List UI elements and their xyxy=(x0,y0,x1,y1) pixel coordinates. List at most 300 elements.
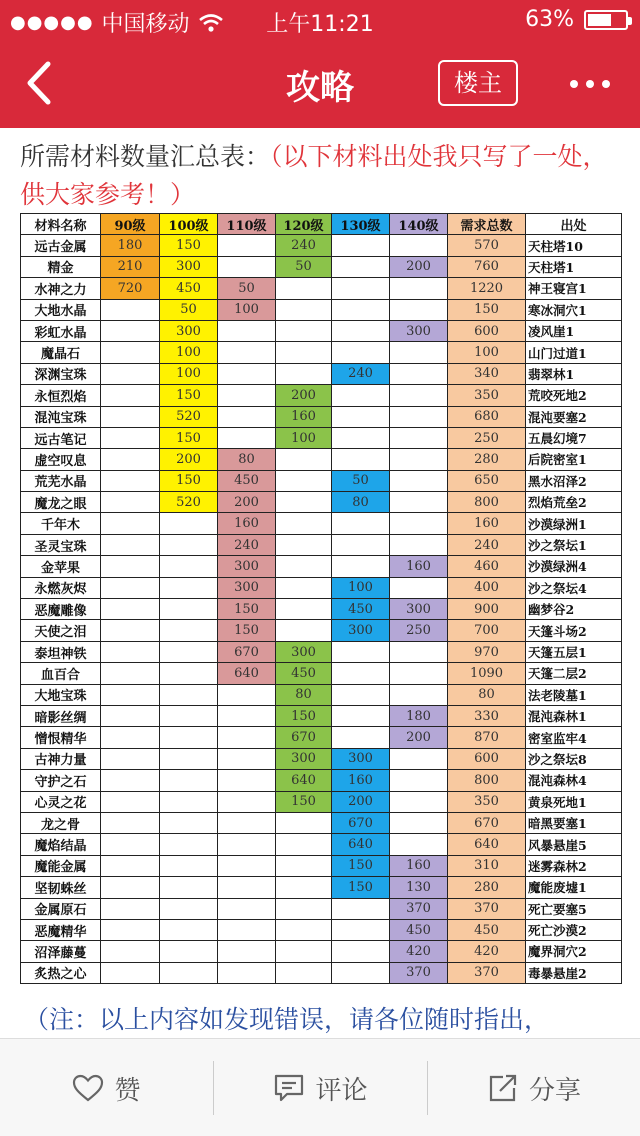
quantity-cell: 150 xyxy=(160,385,218,406)
quantity-cell: 420 xyxy=(390,941,448,962)
quantity-cell xyxy=(276,599,332,620)
quantity-cell xyxy=(101,770,160,791)
total-cell: 650 xyxy=(448,470,526,491)
quantity-cell xyxy=(390,406,448,427)
quantity-cell xyxy=(332,299,390,320)
quantity-cell xyxy=(332,278,390,299)
material-name-cell: 炙热之心 xyxy=(21,962,101,983)
quantity-cell: 150 xyxy=(218,599,276,620)
total-cell: 1220 xyxy=(448,278,526,299)
quantity-cell xyxy=(390,812,448,833)
quantity-cell: 640 xyxy=(218,663,276,684)
material-name-cell: 远古金属 xyxy=(21,235,101,256)
quantity-cell xyxy=(160,663,218,684)
quantity-cell xyxy=(276,492,332,513)
quantity-cell xyxy=(390,791,448,812)
share-label: 分享 xyxy=(528,1075,581,1106)
material-name-cell: 魔晶石 xyxy=(21,342,101,363)
intro-text xyxy=(20,138,620,214)
total-cell: 400 xyxy=(448,577,526,598)
quantity-cell: 50 xyxy=(332,470,390,491)
material-name-cell: 虚空叹息 xyxy=(21,449,101,470)
quantity-cell: 80 xyxy=(276,684,332,705)
quantity-cell xyxy=(276,620,332,641)
comment-button[interactable] xyxy=(214,1039,427,1136)
table-row xyxy=(21,534,622,555)
table-row xyxy=(21,599,622,620)
quantity-cell xyxy=(160,577,218,598)
quantity-cell xyxy=(218,770,276,791)
table-header-cell: 140级 xyxy=(390,214,448,235)
quantity-cell xyxy=(101,470,160,491)
source-cell: 天篷斗场2 xyxy=(526,620,622,641)
table-row xyxy=(21,684,622,705)
total-cell: 350 xyxy=(448,791,526,812)
table-row xyxy=(21,663,622,684)
quantity-cell xyxy=(390,513,448,534)
material-name-cell: 天使之泪 xyxy=(21,620,101,641)
source-cell: 沙漠绿洲4 xyxy=(526,556,622,577)
quantity-cell: 200 xyxy=(390,727,448,748)
quantity-cell xyxy=(101,962,160,983)
total-cell: 80 xyxy=(448,684,526,705)
total-cell: 700 xyxy=(448,620,526,641)
total-cell: 640 xyxy=(448,834,526,855)
total-cell: 970 xyxy=(448,641,526,662)
total-cell: 670 xyxy=(448,812,526,833)
quantity-cell xyxy=(276,577,332,598)
material-name-cell: 魔龙之眼 xyxy=(21,492,101,513)
quantity-cell xyxy=(101,834,160,855)
table-row xyxy=(21,256,622,277)
quantity-cell: 640 xyxy=(332,834,390,855)
material-name-cell: 龙之骨 xyxy=(21,812,101,833)
quantity-cell xyxy=(160,556,218,577)
quantity-cell xyxy=(218,748,276,769)
source-cell: 神王寝宫1 xyxy=(526,278,622,299)
quantity-cell xyxy=(276,342,332,363)
quantity-cell xyxy=(218,791,276,812)
quantity-cell xyxy=(160,855,218,876)
quantity-cell: 240 xyxy=(218,534,276,555)
total-cell: 280 xyxy=(448,449,526,470)
quantity-cell: 50 xyxy=(160,299,218,320)
table-row xyxy=(21,877,622,898)
status-time: 上午11:21 xyxy=(266,12,374,37)
quantity-cell xyxy=(332,727,390,748)
quantity-cell xyxy=(276,898,332,919)
quantity-cell xyxy=(218,427,276,448)
quantity-cell xyxy=(390,385,448,406)
quantity-cell xyxy=(276,299,332,320)
quantity-cell xyxy=(101,791,160,812)
quantity-cell xyxy=(160,962,218,983)
material-name-cell: 魔能金属 xyxy=(21,855,101,876)
quantity-cell xyxy=(390,449,448,470)
source-cell: 寒冰洞穴1 xyxy=(526,299,622,320)
total-cell: 800 xyxy=(448,492,526,513)
quantity-cell xyxy=(218,855,276,876)
table-row xyxy=(21,898,622,919)
quantity-cell: 520 xyxy=(160,406,218,427)
battery-fill xyxy=(588,14,611,26)
table-row xyxy=(21,620,622,641)
quantity-cell xyxy=(276,812,332,833)
quantity-cell xyxy=(218,385,276,406)
quantity-cell xyxy=(276,877,332,898)
total-cell: 460 xyxy=(448,556,526,577)
quantity-cell: 160 xyxy=(332,770,390,791)
quantity-cell xyxy=(276,320,332,341)
table-row xyxy=(21,470,622,491)
source-cell: 沙之祭坛4 xyxy=(526,577,622,598)
quantity-cell xyxy=(101,385,160,406)
quantity-cell: 370 xyxy=(390,962,448,983)
quantity-cell: 150 xyxy=(276,705,332,726)
total-cell: 240 xyxy=(448,534,526,555)
quantity-cell xyxy=(101,556,160,577)
quantity-cell xyxy=(390,684,448,705)
quantity-cell xyxy=(390,363,448,384)
quantity-cell xyxy=(276,556,332,577)
total-cell: 760 xyxy=(448,256,526,277)
table-row xyxy=(21,791,622,812)
quantity-cell xyxy=(276,449,332,470)
quantity-cell: 670 xyxy=(276,727,332,748)
carrier-label: 中国移动 xyxy=(101,12,190,37)
quantity-cell xyxy=(390,770,448,791)
total-cell: 100 xyxy=(448,342,526,363)
quantity-cell xyxy=(332,427,390,448)
quantity-cell xyxy=(160,919,218,940)
app-header xyxy=(0,0,640,128)
quantity-cell xyxy=(332,641,390,662)
table-row xyxy=(21,962,622,983)
quantity-cell xyxy=(218,342,276,363)
quantity-cell xyxy=(218,727,276,748)
quantity-cell xyxy=(101,620,160,641)
table-header-cell: 110级 xyxy=(218,214,276,235)
material-name-cell: 永燃灰烬 xyxy=(21,577,101,598)
quantity-cell: 300 xyxy=(160,320,218,341)
quantity-cell: 300 xyxy=(332,748,390,769)
quantity-cell xyxy=(276,855,332,876)
quantity-cell: 300 xyxy=(160,256,218,277)
table-row xyxy=(21,577,622,598)
quantity-cell: 450 xyxy=(276,663,332,684)
source-cell: 凌风崖1 xyxy=(526,320,622,341)
quantity-cell: 50 xyxy=(276,256,332,277)
table-header-row xyxy=(21,214,622,235)
quantity-cell xyxy=(218,962,276,983)
quantity-cell xyxy=(218,684,276,705)
quantity-cell xyxy=(332,513,390,534)
quantity-cell: 150 xyxy=(332,855,390,876)
table-header-cell: 材料名称 xyxy=(21,214,101,235)
quantity-cell xyxy=(332,342,390,363)
quantity-cell xyxy=(276,941,332,962)
quantity-cell: 670 xyxy=(332,812,390,833)
source-cell: 幽梦谷2 xyxy=(526,599,622,620)
material-name-cell: 古神力量 xyxy=(21,748,101,769)
table-row xyxy=(21,320,622,341)
total-cell: 280 xyxy=(448,877,526,898)
more-icon[interactable] xyxy=(570,80,610,88)
quantity-cell: 450 xyxy=(390,919,448,940)
total-cell: 1090 xyxy=(448,663,526,684)
quantity-cell xyxy=(218,256,276,277)
quantity-cell xyxy=(160,941,218,962)
source-cell: 天篷二层2 xyxy=(526,663,622,684)
quantity-cell xyxy=(390,663,448,684)
quantity-cell xyxy=(276,513,332,534)
quantity-cell xyxy=(390,342,448,363)
source-cell: 风暴悬崖5 xyxy=(526,834,622,855)
total-cell: 800 xyxy=(448,770,526,791)
quantity-cell xyxy=(332,256,390,277)
quantity-cell: 150 xyxy=(332,877,390,898)
total-cell: 420 xyxy=(448,941,526,962)
intro-note: （以下材料出处我只写了一处，供大家参考！） xyxy=(20,142,608,209)
table-row xyxy=(21,812,622,833)
total-cell: 450 xyxy=(448,919,526,940)
table-row xyxy=(21,641,622,662)
source-cell: 山门过道1 xyxy=(526,342,622,363)
quantity-cell xyxy=(101,534,160,555)
quantity-cell: 210 xyxy=(101,256,160,277)
table-header-cell: 120级 xyxy=(276,214,332,235)
quantity-cell xyxy=(218,898,276,919)
table-row xyxy=(21,834,622,855)
quantity-cell xyxy=(160,791,218,812)
quantity-cell xyxy=(332,919,390,940)
source-cell: 混沌森林1 xyxy=(526,705,622,726)
material-name-cell: 沼泽藤蔓 xyxy=(21,941,101,962)
source-cell: 黄泉死地1 xyxy=(526,791,622,812)
signal-icon: ●●●●● xyxy=(10,12,94,33)
table-row xyxy=(21,919,622,940)
quantity-cell: 100 xyxy=(332,577,390,598)
quantity-cell xyxy=(101,449,160,470)
source-cell: 荒咬死地2 xyxy=(526,385,622,406)
total-cell: 600 xyxy=(448,748,526,769)
quantity-cell: 450 xyxy=(160,278,218,299)
quantity-cell xyxy=(276,534,332,555)
quantity-cell: 300 xyxy=(276,748,332,769)
quantity-cell: 80 xyxy=(218,449,276,470)
quantity-cell: 450 xyxy=(218,470,276,491)
quantity-cell xyxy=(101,663,160,684)
quantity-cell xyxy=(390,278,448,299)
quantity-cell: 240 xyxy=(332,363,390,384)
note-text: （注：以上内容如发现错误，请各位随时指出， xyxy=(24,1005,550,1034)
footer-bar xyxy=(0,1038,640,1136)
source-cell: 死亡沙漠2 xyxy=(526,919,622,940)
table-row xyxy=(21,449,622,470)
source-cell: 密室监牢4 xyxy=(526,727,622,748)
quantity-cell xyxy=(276,962,332,983)
source-cell: 烈焰荒垒2 xyxy=(526,492,622,513)
quantity-cell: 130 xyxy=(390,877,448,898)
material-name-cell: 大地宝珠 xyxy=(21,684,101,705)
quantity-cell xyxy=(101,684,160,705)
table-row xyxy=(21,278,622,299)
quantity-cell xyxy=(390,534,448,555)
table-row xyxy=(21,363,622,384)
quantity-cell xyxy=(218,235,276,256)
quantity-cell: 300 xyxy=(218,556,276,577)
table-row xyxy=(21,406,622,427)
total-cell: 250 xyxy=(448,427,526,448)
total-cell: 350 xyxy=(448,385,526,406)
quantity-cell xyxy=(101,363,160,384)
table-header-cell: 需求总数 xyxy=(448,214,526,235)
page-title: 攻略 xyxy=(286,68,354,108)
table-row xyxy=(21,235,622,256)
material-name-cell: 守护之石 xyxy=(21,770,101,791)
quantity-cell xyxy=(390,299,448,320)
quantity-cell xyxy=(218,941,276,962)
total-cell: 870 xyxy=(448,727,526,748)
quantity-cell xyxy=(101,513,160,534)
quantity-cell: 160 xyxy=(390,556,448,577)
source-cell: 迷雾森林2 xyxy=(526,855,622,876)
source-cell: 翡翠林1 xyxy=(526,363,622,384)
material-name-cell: 精金 xyxy=(21,256,101,277)
source-cell: 暗黑要塞1 xyxy=(526,812,622,833)
material-name-cell: 圣灵宝珠 xyxy=(21,534,101,555)
material-name-cell: 水神之力 xyxy=(21,278,101,299)
quantity-cell xyxy=(160,641,218,662)
quantity-cell xyxy=(101,727,160,748)
quantity-cell: 180 xyxy=(390,705,448,726)
quantity-cell xyxy=(101,705,160,726)
quantity-cell: 100 xyxy=(160,342,218,363)
quantity-cell xyxy=(160,684,218,705)
quantity-cell: 160 xyxy=(218,513,276,534)
source-cell: 魔界洞穴2 xyxy=(526,941,622,962)
quantity-cell xyxy=(101,641,160,662)
quantity-cell xyxy=(160,877,218,898)
table-row xyxy=(21,342,622,363)
quantity-cell: 200 xyxy=(276,385,332,406)
heart-icon xyxy=(72,1074,104,1102)
quantity-cell xyxy=(218,705,276,726)
material-name-cell: 深渊宝珠 xyxy=(21,363,101,384)
quantity-cell xyxy=(218,877,276,898)
quantity-cell: 100 xyxy=(218,299,276,320)
total-cell: 600 xyxy=(448,320,526,341)
quantity-cell xyxy=(101,427,160,448)
quantity-cell: 450 xyxy=(332,599,390,620)
quantity-cell xyxy=(390,427,448,448)
materials-table xyxy=(20,213,622,984)
total-cell: 310 xyxy=(448,855,526,876)
nav-bar xyxy=(0,40,640,128)
quantity-cell xyxy=(160,748,218,769)
quantity-cell xyxy=(218,812,276,833)
material-name-cell: 魔焰结晶 xyxy=(21,834,101,855)
quantity-cell xyxy=(276,919,332,940)
quantity-cell: 150 xyxy=(160,427,218,448)
quantity-cell xyxy=(160,770,218,791)
table-row xyxy=(21,556,622,577)
quantity-cell xyxy=(218,320,276,341)
table-row xyxy=(21,855,622,876)
quantity-cell xyxy=(101,299,160,320)
quantity-cell xyxy=(390,748,448,769)
table-row xyxy=(21,513,622,534)
source-cell: 死亡要塞5 xyxy=(526,898,622,919)
quantity-cell xyxy=(276,470,332,491)
total-cell: 680 xyxy=(448,406,526,427)
quantity-cell xyxy=(218,406,276,427)
material-name-cell: 金属原石 xyxy=(21,898,101,919)
quantity-cell: 250 xyxy=(390,620,448,641)
quantity-cell: 150 xyxy=(276,791,332,812)
quantity-cell xyxy=(332,406,390,427)
quantity-cell: 240 xyxy=(276,235,332,256)
comment-label: 评论 xyxy=(315,1075,368,1106)
quantity-cell xyxy=(390,641,448,662)
quantity-cell xyxy=(332,941,390,962)
total-cell: 370 xyxy=(448,898,526,919)
quantity-cell xyxy=(276,278,332,299)
material-name-cell: 憎恨精华 xyxy=(21,727,101,748)
louzhu-button[interactable]: 楼主 xyxy=(438,60,518,106)
quantity-cell xyxy=(160,898,218,919)
quantity-cell xyxy=(101,406,160,427)
quantity-cell xyxy=(101,577,160,598)
quantity-cell xyxy=(101,941,160,962)
material-name-cell: 永恒烈焰 xyxy=(21,385,101,406)
quantity-cell xyxy=(332,235,390,256)
table-row xyxy=(21,748,622,769)
share-button[interactable] xyxy=(428,1039,640,1136)
total-cell: 900 xyxy=(448,599,526,620)
table-row xyxy=(21,770,622,791)
source-cell: 魔能废墟1 xyxy=(526,877,622,898)
material-name-cell: 心灵之花 xyxy=(21,791,101,812)
quantity-cell xyxy=(332,385,390,406)
quantity-cell xyxy=(390,577,448,598)
source-cell: 五晨幻境7 xyxy=(526,427,622,448)
source-cell: 天篷五层1 xyxy=(526,641,622,662)
material-name-cell: 暗影丝绸 xyxy=(21,705,101,726)
material-name-cell: 混沌宝珠 xyxy=(21,406,101,427)
quantity-cell xyxy=(101,320,160,341)
material-name-cell: 千年木 xyxy=(21,513,101,534)
source-cell: 沙之祭坛1 xyxy=(526,534,622,555)
like-button[interactable] xyxy=(0,1039,213,1136)
quantity-cell: 150 xyxy=(160,470,218,491)
quantity-cell xyxy=(332,898,390,919)
quantity-cell: 100 xyxy=(276,427,332,448)
quantity-cell xyxy=(332,556,390,577)
source-cell: 毒暴悬崖2 xyxy=(526,962,622,983)
quantity-cell xyxy=(218,363,276,384)
quantity-cell xyxy=(160,705,218,726)
total-cell: 370 xyxy=(448,962,526,983)
quantity-cell xyxy=(160,599,218,620)
comment-icon xyxy=(273,1073,305,1103)
quantity-cell: 180 xyxy=(101,235,160,256)
quantity-cell xyxy=(332,705,390,726)
source-cell: 天柱塔10 xyxy=(526,235,622,256)
material-name-cell: 金苹果 xyxy=(21,556,101,577)
quantity-cell: 200 xyxy=(390,256,448,277)
material-name-cell: 远古笔记 xyxy=(21,427,101,448)
